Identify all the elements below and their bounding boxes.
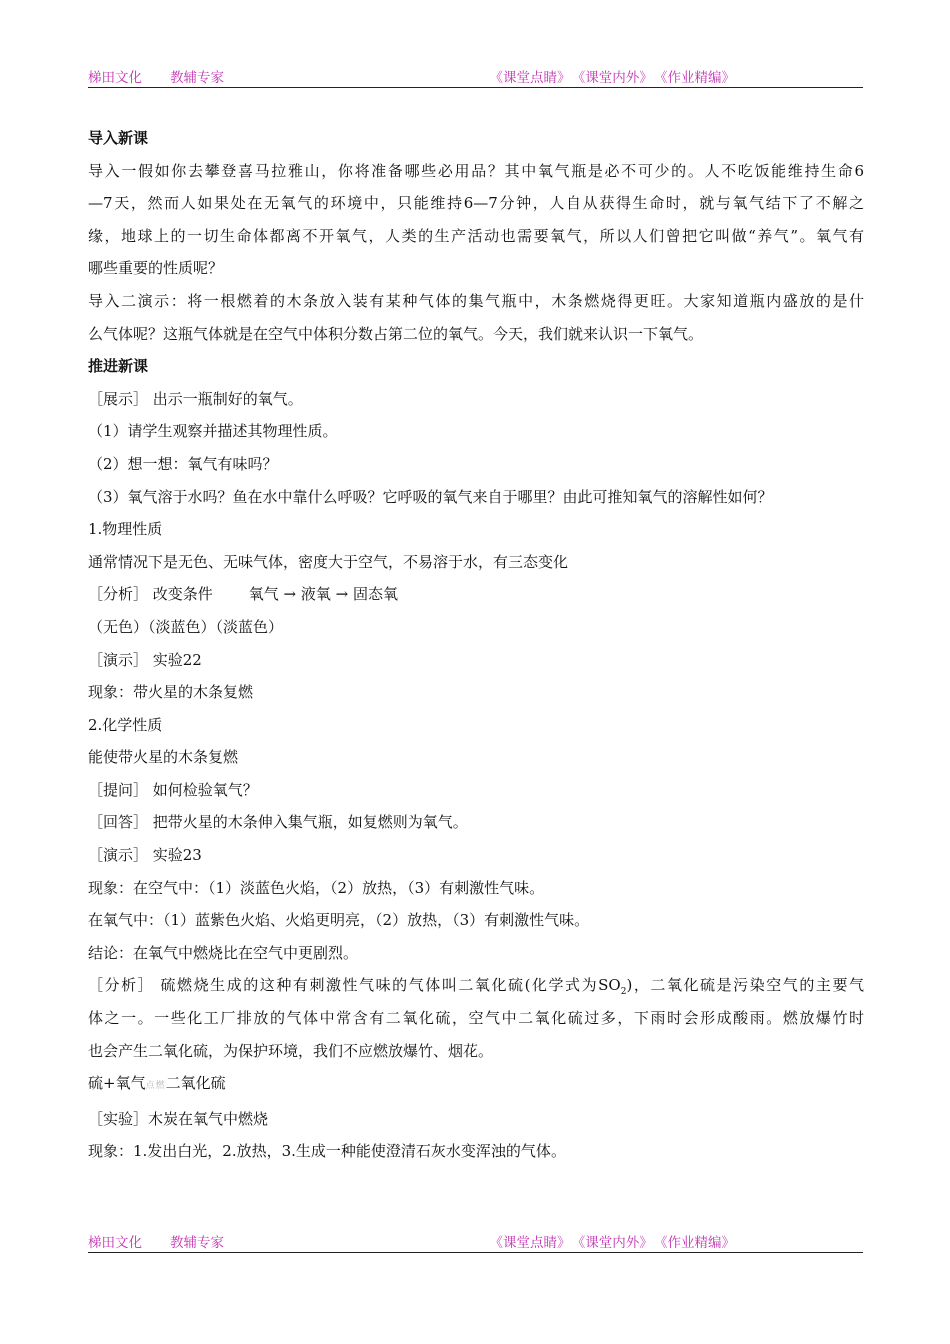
analysis-so2-line-3: 也会产生二氧化硫，为保护环境，我们不应燃放爆竹、烟花。 [88,1041,494,1060]
intro1-line-4: 哪些重要的性质呢？ [88,259,224,278]
footer-brand: 梯田文化 [88,1235,142,1251]
phenomenon-22: 现象：带火星的木条复燃 [88,683,254,702]
intro-heading: 导入新课 [88,129,149,147]
footer-brand-group [88,1231,224,1251]
demo-22: ［演示］ 实验22 [88,650,202,669]
phenomenon-23-air: 现象：在空气中：（1）淡蓝色火焰，（2）放热，（3）有刺激性气味。 [88,878,545,897]
intro1-line-1: 导入一假如你去攀登喜马拉雅山，你将准备哪些必用品？其中氧气瓶是必不可少的。人不吃饭能维持生命6 [88,161,864,180]
advance-heading: 推进新课 [88,357,149,376]
intro2-line-2: 么气体呢？这瓶气体就是在空气中体积分数占第二位的氧气。今天，我们就来认识一下氧气。 [88,324,704,343]
ask-line: ［提问］ 如何检验氧气？ [88,780,258,799]
analysis-tag: ［分析］ 改变条件 [88,585,213,604]
intro1-line-2: —7天，然而人如果处在无氧气的环境中，只能维持6—7分钟，人自从获得生命时，就与氧气结下了不解之 [88,194,864,213]
analysis-so2-text-b: )，二氧化硫是污染空气的主要气 [626,976,864,995]
footer-series-2: 《课堂内外》 [578,1235,653,1251]
intro1-line-3: 缘，地球上的一切生命体都离不开氧气，人类的生产活动也需要氧气，所以人们曾把它叫做“养气”。氧气有 [88,226,864,245]
footer-tagline: 教辅专家 [170,1235,224,1251]
so2-subscript: 2 [620,987,627,998]
state-chain: 氧气 → 液氧 → 固态氧 [248,585,398,604]
header-series-group [490,66,736,86]
phenomenon-23-oxygen: 在氧气中：（1）蓝紫色火焰、火焰更明亮，（2）放热，（3）有刺激性气味。 [88,911,590,930]
intro2-line-1: 导入二演示：将一根燃着的木条放入装有某种气体的集气瓶中，木条燃烧得更旺。大家知道瓶内盛放的是什 [88,291,864,310]
analysis-so2-text-a: ［分析］ 硫燃烧生成的这种有刺激性气味的气体叫二氧化硫(化学式为SO [88,976,621,995]
header-tagline: 教辅专家 [170,70,224,86]
equation-condition: 点燃 [145,1081,166,1092]
question-1: （1）请学生观察并描述其物理性质。 [88,422,338,441]
chemical-properties-title: 2.化学性质 [88,715,163,734]
footer-series-3: 《作业精编》 [660,1235,735,1251]
page-header [88,66,863,88]
header-brand: 梯田文化 [88,70,142,86]
conclusion-line: 结论：在氧气中燃烧比在空气中更剧烈。 [88,943,359,962]
equation-reactants: 硫+氧气 [88,1074,146,1093]
chemical-properties-text: 能使带火星的木条复燃 [88,748,239,767]
demo-23: ［演示］ 实验23 [88,846,202,865]
answer-line: ［回答］ 把带火星的木条伸入集气瓶，如复燃则为氧气。 [88,813,468,832]
charcoal-experiment: ［实验］木炭在氧气中燃烧 [88,1109,269,1128]
header-series-3: 《作业精编》 [660,70,735,86]
physical-properties-text: 通常情况下是无色、无味气体，密度大于空气，不易溶于水，有三态变化 [88,552,569,571]
footer-series-1: 《课堂点睛》 [489,1235,571,1251]
sulfur-equation [88,1067,864,1103]
header-brand-group [88,66,224,86]
physical-properties-title: 1.物理性质 [88,520,163,539]
document-body [88,122,864,1168]
show-line: ［展示］ 出示一瓶制好的氧气。 [88,389,303,408]
header-series-1: 《课堂点睛》 [489,70,571,86]
header-series-2: 《课堂内外》 [578,70,653,86]
header-rule [88,87,863,88]
analysis-so2-line-2: 体之一。一些化工厂排放的气体中常含有二氧化硫，空气中二氧化硫过多，下雨时会形成酸雨。燃放爆竹时 [88,1009,864,1028]
equation-product: 二氧化硫 [165,1074,226,1093]
analysis-so2-line-1 [88,969,864,1002]
state-colors: （无色）（淡蓝色）（淡蓝色） [88,617,284,636]
footer-rule [88,1252,863,1253]
charcoal-phenomenon: 现象：1.发出白光，2.放热，3.生成一种能使澄清石灰水变浑浊的气体。 [88,1142,566,1161]
footer-series-group [490,1231,736,1251]
page-footer [88,1231,863,1253]
analysis-state-change [88,578,864,611]
question-2: （2）想一想：氧气有味吗？ [88,454,278,473]
question-3: （3）氧气溶于水吗？鱼在水中靠什么呼吸？它呼吸的氧气来自于哪里？由此可推知氧气的溶解性如何？ [88,487,773,506]
